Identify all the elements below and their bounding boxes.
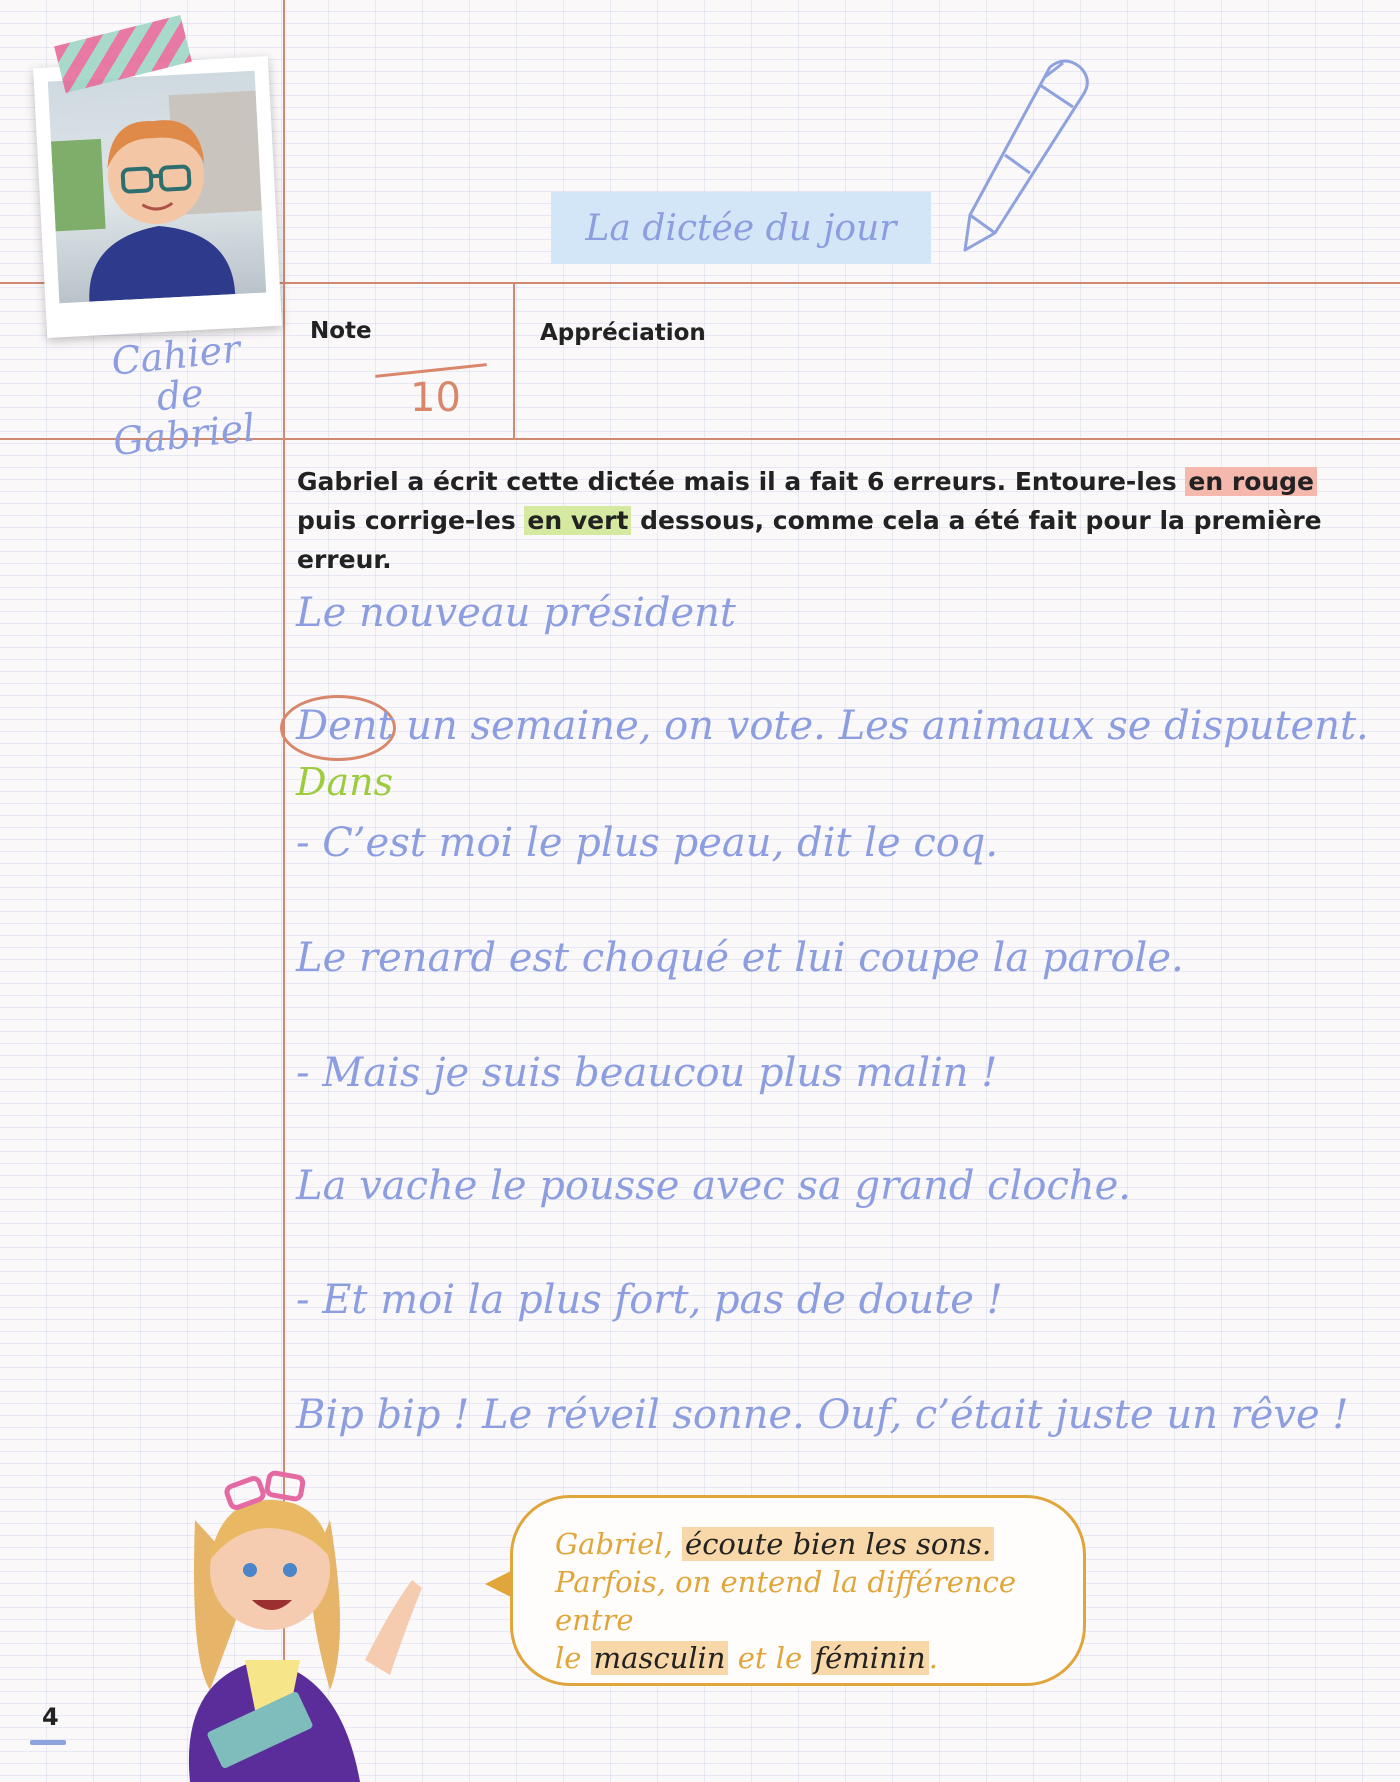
header-divider [513, 282, 515, 440]
dictation-line-5: La vache le pousse avec sa grand cloche. [296, 1163, 1131, 1209]
instructions-text-3: dessous, comme cela a été fait pour la première erreur. [297, 506, 1322, 574]
notebook-label-line1: Cahier [109, 326, 243, 384]
dictation-line-1-rest: un semaine, on vote. Les animaux se disputent. [393, 703, 1369, 749]
bubble-text-c: Parfois, on entend la différence entre [555, 1565, 1017, 1637]
instructions-text-1: Gabriel a écrit cette dictée mais il a fait 6 erreurs. Entoure-les [297, 467, 1186, 496]
bubble-text-f: et le [728, 1641, 812, 1675]
bubble-text-h: . [928, 1641, 938, 1675]
bubble-highlight-feminine: féminin [811, 1641, 928, 1675]
dictation-line-1 [296, 703, 1369, 749]
instructions [297, 462, 1377, 579]
appreciation-label: Appréciation [540, 320, 706, 346]
note-value: 10 [410, 375, 461, 421]
note-label: Note [310, 318, 372, 344]
speech-bubble-text [555, 1525, 1075, 1677]
pencil-icon [945, 55, 1105, 255]
girl-illustration [150, 1460, 490, 1782]
bubble-text-d: le [555, 1641, 591, 1675]
bubble-text-a: Gabriel, [555, 1527, 683, 1561]
dictation-line-2: - C’est moi le plus peau, dit le coq. [296, 820, 999, 866]
correction-word: Dans [296, 760, 394, 804]
page-number-underline [30, 1740, 66, 1745]
dictation-title: Le nouveau président [296, 590, 736, 636]
notebook-label [74, 325, 285, 465]
green-highlight: en vert [524, 506, 631, 535]
notebook-label-line2: de Gabriel [111, 370, 258, 465]
page-number: 4 [42, 1703, 59, 1731]
red-highlight: en rouge [1185, 467, 1317, 496]
dictation-line-6: - Et moi la plus fort, pas de doute ! [296, 1277, 1003, 1323]
bubble-highlight-listen: écoute bien les sons. [682, 1527, 994, 1561]
page-title: La dictée du jour [551, 192, 931, 264]
dictation-line-3: Le renard est choqué et lui coupe la parole. [296, 935, 1184, 981]
instructions-text-2: puis corrige-les [297, 506, 525, 535]
dictation-line-7: Bip bip ! Le réveil sonne. Ouf, c’était juste un rêve ! [296, 1392, 1349, 1438]
bubble-highlight-masculine: masculin [591, 1641, 729, 1675]
circled-word: Dent [296, 703, 394, 749]
speech-bubble-tail [485, 1570, 513, 1598]
dictation-line-4: - Mais je suis beaucou plus malin ! [296, 1050, 998, 1096]
boy-portrait-illustration [48, 71, 266, 304]
student-photo [33, 56, 282, 338]
